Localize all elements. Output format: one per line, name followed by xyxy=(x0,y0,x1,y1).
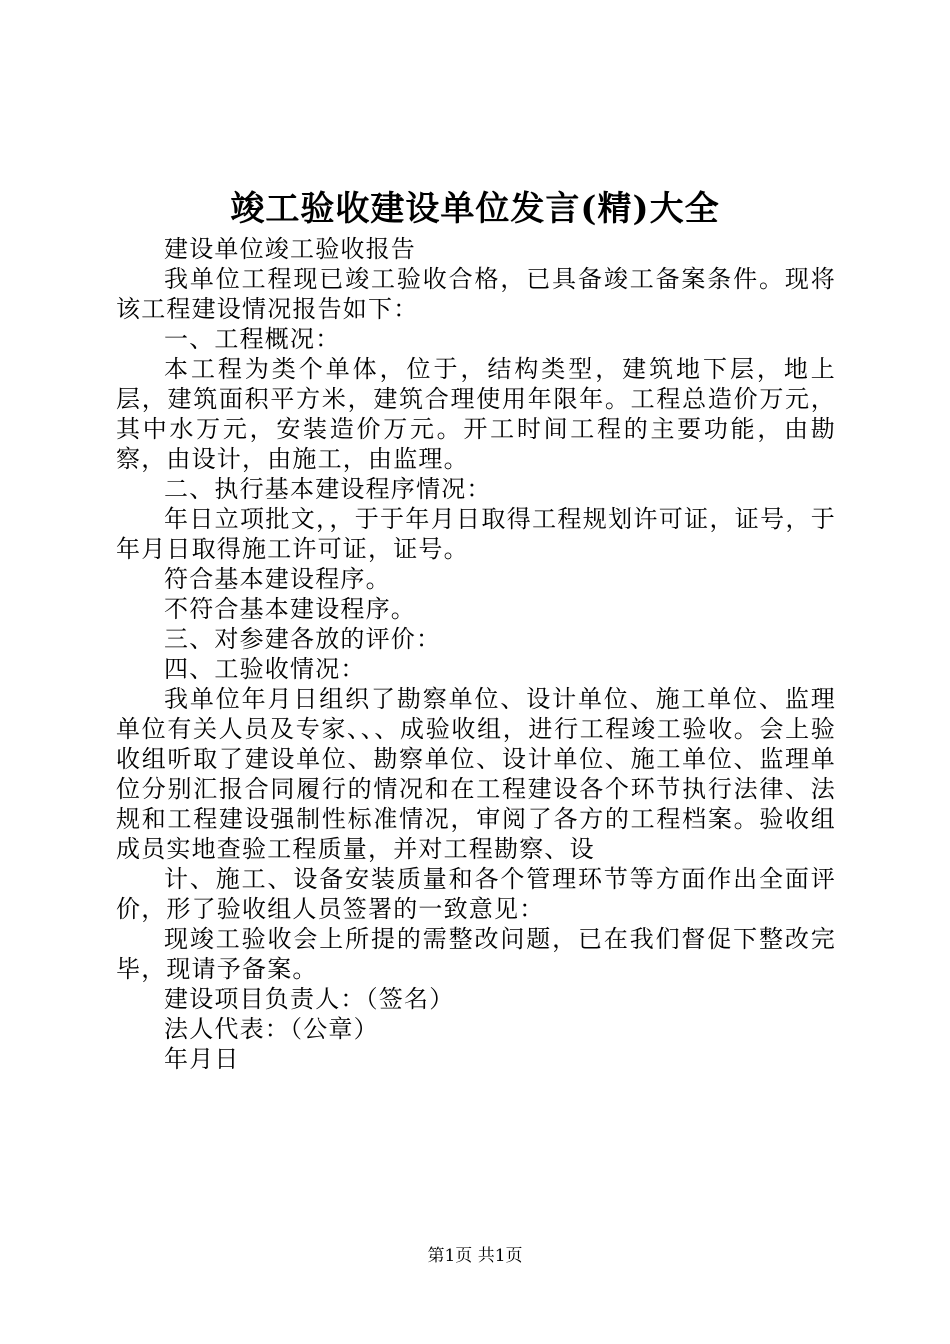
acceptance-paragraph: 我单位年月日组织了勘察单位、设计单位、施工单位、监理单位有关人员及专家、、、成验收组，进行工程竣工验收。会上验收组听取了建设单位、勘察单位、设计单位、施工单位、监理单位分别汇报合同履行的情况和在工程建设各个环节执行法律、法规和工程建设强制性标准情况，审阅了各方的工程档案。验收组成员实地查验工程质量，并对工程勘察、设 xyxy=(116,685,836,863)
document-body xyxy=(116,234,836,1074)
acceptance-continuation: 计、施工、设备安装质量和各个管理环节等方面作出全面评价，形了验收组人员签署的一致意见： xyxy=(116,865,836,923)
legal-representative-seal: 法人代表：（公章） xyxy=(164,1015,379,1043)
section-heading-evaluation: 三、对参建各放的评价： xyxy=(164,625,442,653)
date-line: 年月日 xyxy=(164,1045,240,1073)
section-heading-overview: 一、工程概况： xyxy=(164,325,341,353)
rectification-paragraph: 现竣工验收会上所提的需整改问题，已在我们督促下整改完毕，现请予备案。 xyxy=(116,925,836,983)
procedure-noncompliant: 不符合基本建设程序。 xyxy=(164,595,416,623)
project-leader-signature: 建设项目负责人：（签名） xyxy=(164,985,455,1013)
report-heading: 建设单位竣工验收报告 xyxy=(164,235,416,263)
page-footer: 第1页 共1页 xyxy=(427,1246,523,1266)
intro-paragraph: 我单位工程现已竣工验收合格，已具备竣工备案条件。现将该工程建设情况报告如下： xyxy=(116,265,836,323)
section-heading-procedure: 二、执行基本建设程序情况： xyxy=(164,475,492,503)
procedure-paragraph: 年日立项批文，，于于年月日取得工程规划许可证，证号，于年月日取得施工许可证，证号。 xyxy=(116,505,836,563)
section-heading-acceptance: 四、工验收情况： xyxy=(164,655,366,683)
overview-paragraph: 本工程为类个单体，位于，结构类型，建筑地下层，地上层，建筑面积平方米，建筑合理使用年限年。工程总造价万元，其中水万元，安装造价万元。开工时间工程的主要功能，由勘察，由设计，由施工，由监理。 xyxy=(116,355,836,473)
document-title: 竣工验收建设单位发言(精)大全 xyxy=(230,189,720,229)
procedure-compliant: 符合基本建设程序。 xyxy=(164,565,391,593)
